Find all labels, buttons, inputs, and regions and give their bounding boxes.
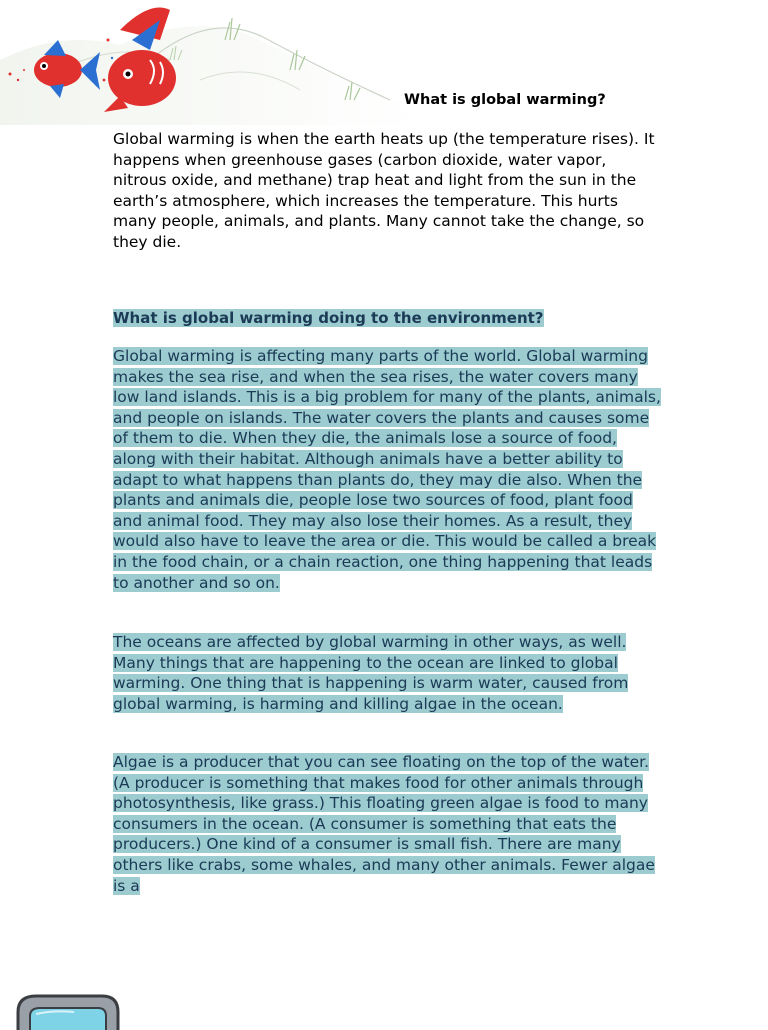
intro-paragraph: Global warming is when the earth heats up (the temperature rises). It happens when greenhouse gases (carbon dioxide, water vapor, nitrous oxide, and methane) trap heat and light from the sun in the earth’s atmosphere, which increases the temperature. This hurts many people, animals, and plants. Many cannot take the change, so they die. xyxy=(113,130,655,251)
section-heading: What is global warming doing to the environment? xyxy=(113,309,544,327)
frame-icon xyxy=(14,990,124,1030)
paragraph-sea-rise: Global warming is affecting many parts of the world. Global warming makes the sea rise, and when the sea rises, the water covers many low land islands. This is a big problem for many of the plants, animals, and people on islands. The water covers the plants and causes some of them to die. When they die, the animals lose a source of food, along with their habitat. Although animals have a better ability to adapt to what happens than plants do, they may die also. When the plants and animals die, people lose two sources of food, plant food and animal food. They may also lose their homes. As a result, they would also have to leave the area or die. This would be called a break in the food chain, or a chain reaction, one thing happening that leads to another and so on. xyxy=(113,347,661,592)
paragraph-algae: Algae is a producer that you can see floating on the top of the water. (A producer is something that makes food for other animals through photosynthesis, like grass.) This floating green algae is food to many consumers in the ocean. (A consumer is something that eats the producers.) One kind of a consumer is small fish. There are many others like crabs, some whales, and many other animals. Fewer algae is a xyxy=(113,753,655,895)
red-fish-icon xyxy=(0,0,176,124)
page-title: What is global warming? xyxy=(404,92,606,108)
paragraph-oceans: The oceans are affected by global warming in other ways, as well. Many things that are happening to the ocean are linked to global warming. One thing that is happening is warm water, caused from global warming, is harming and killing algae in the ocean. xyxy=(113,633,629,713)
